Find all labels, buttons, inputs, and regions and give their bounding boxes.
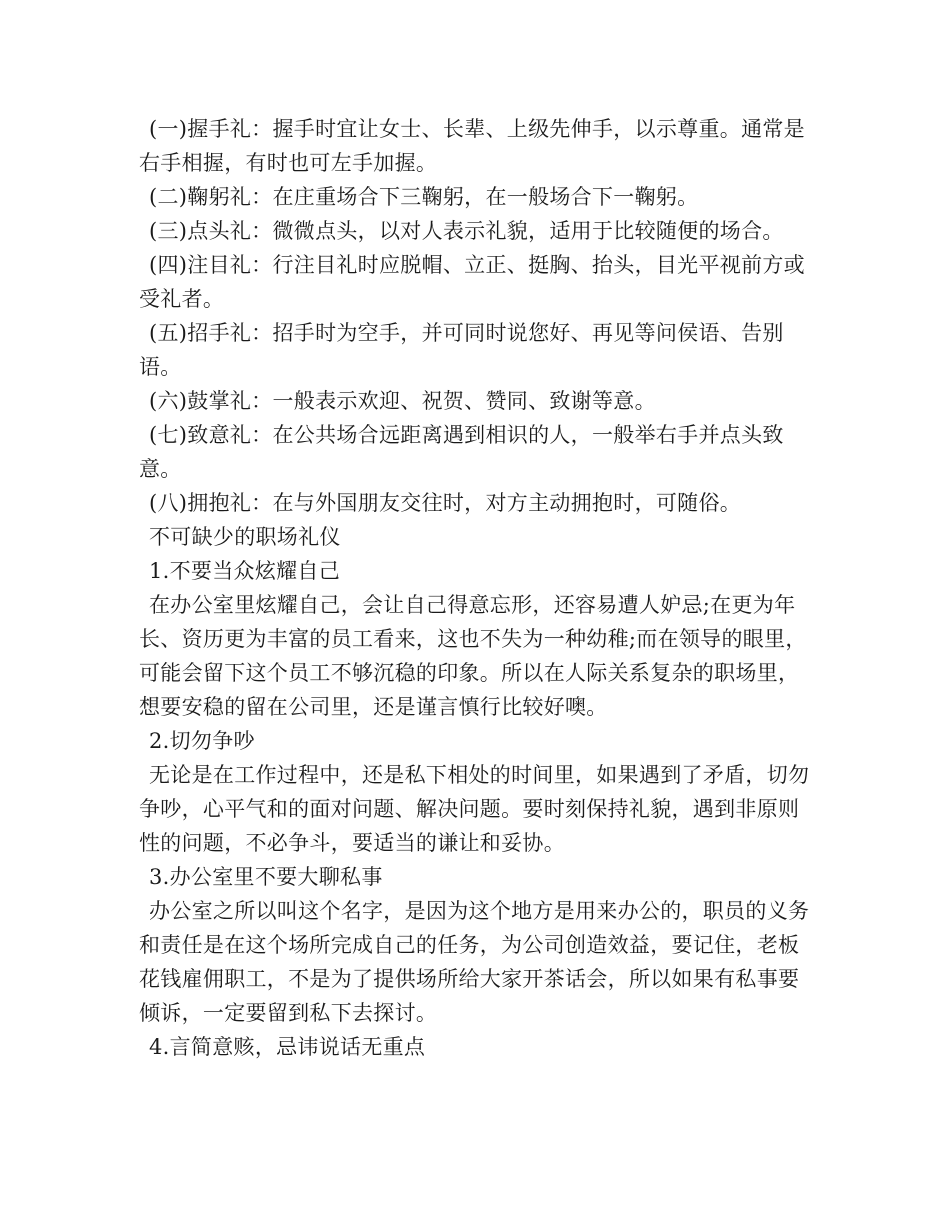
subheading-4: 4.言简意赅，忌讳说话无重点 — [149, 1035, 426, 1059]
paragraph-nod: (三)点头礼：微微点头，以对人表示礼貌，适用于比较随便的场合。 — [149, 219, 784, 243]
paragraph-2: 无论是在工作过程中，还是私下相处的时间里，如果遇到了矛盾，切勿争吵，心平气和的面对问题、解决问题。要时刻保持礼貌，遇到非原则性的问题，不必争斗，要适当的谦让和妥协。 — [139, 763, 810, 855]
paragraph-wave: (五)招手礼：招手时为空手，并可同时说您好、再见等问侯语、告别语。 — [139, 321, 784, 379]
paragraph-applause: (六)鼓掌礼：一般表示欢迎、祝贺、赞同、致谢等意。 — [149, 389, 656, 413]
document-body — [139, 112, 819, 1064]
paragraph-hug: (八)拥抱礼：在与外国朋友交往时，对方主动拥抱时，可随俗。 — [149, 491, 742, 515]
paragraph-1: 在办公室里炫耀自己，会让自己得意忘形，还容易遭人妒忌;在更为年长、资历更为丰富的员工看来，这也不失为一种幼稚;而在领导的眼里，可能会留下这个员工不够沉稳的印象。所以在人际关系复杂的职场里，想要安稳的留在公司里，还是谨言慎行比较好噢。 — [139, 593, 807, 719]
paragraph-salute-gaze: (四)注目礼：行注目礼时应脱帽、立正、挺胸、抬头，目光平视前方或受礼者。 — [139, 253, 805, 311]
subheading-1: 1.不要当众炫耀自己 — [149, 559, 341, 583]
subheading-2: 2.切勿争吵 — [149, 729, 255, 753]
paragraph-handshake: (一)握手礼：握手时宜让女士、长辈、上级先伸手，以示尊重。通常是右手相握，有时也可左手加握。 — [139, 117, 805, 175]
paragraph-3: 办公室之所以叫这个名字，是因为这个地方是用来办公的，职员的义务和责任是在这个场所完成自己的任务，为公司创造效益，要记住，老板花钱雇佣职工，不是为了提供场所给大家开茶话会，所以如果有私事要倾诉，一定要留到私下去探讨。 — [139, 899, 810, 1025]
section-heading: 不可缺少的职场礼仪 — [149, 525, 341, 549]
paragraph-greeting: (七)致意礼：在公共场合远距离遇到相识的人，一般举右手并点头致意。 — [139, 423, 784, 481]
subheading-3: 3.办公室里不要大聊私事 — [149, 865, 383, 889]
paragraph-bow: (二)鞠躬礼：在庄重场合下三鞠躬，在一般场合下一鞠躬。 — [149, 185, 699, 209]
